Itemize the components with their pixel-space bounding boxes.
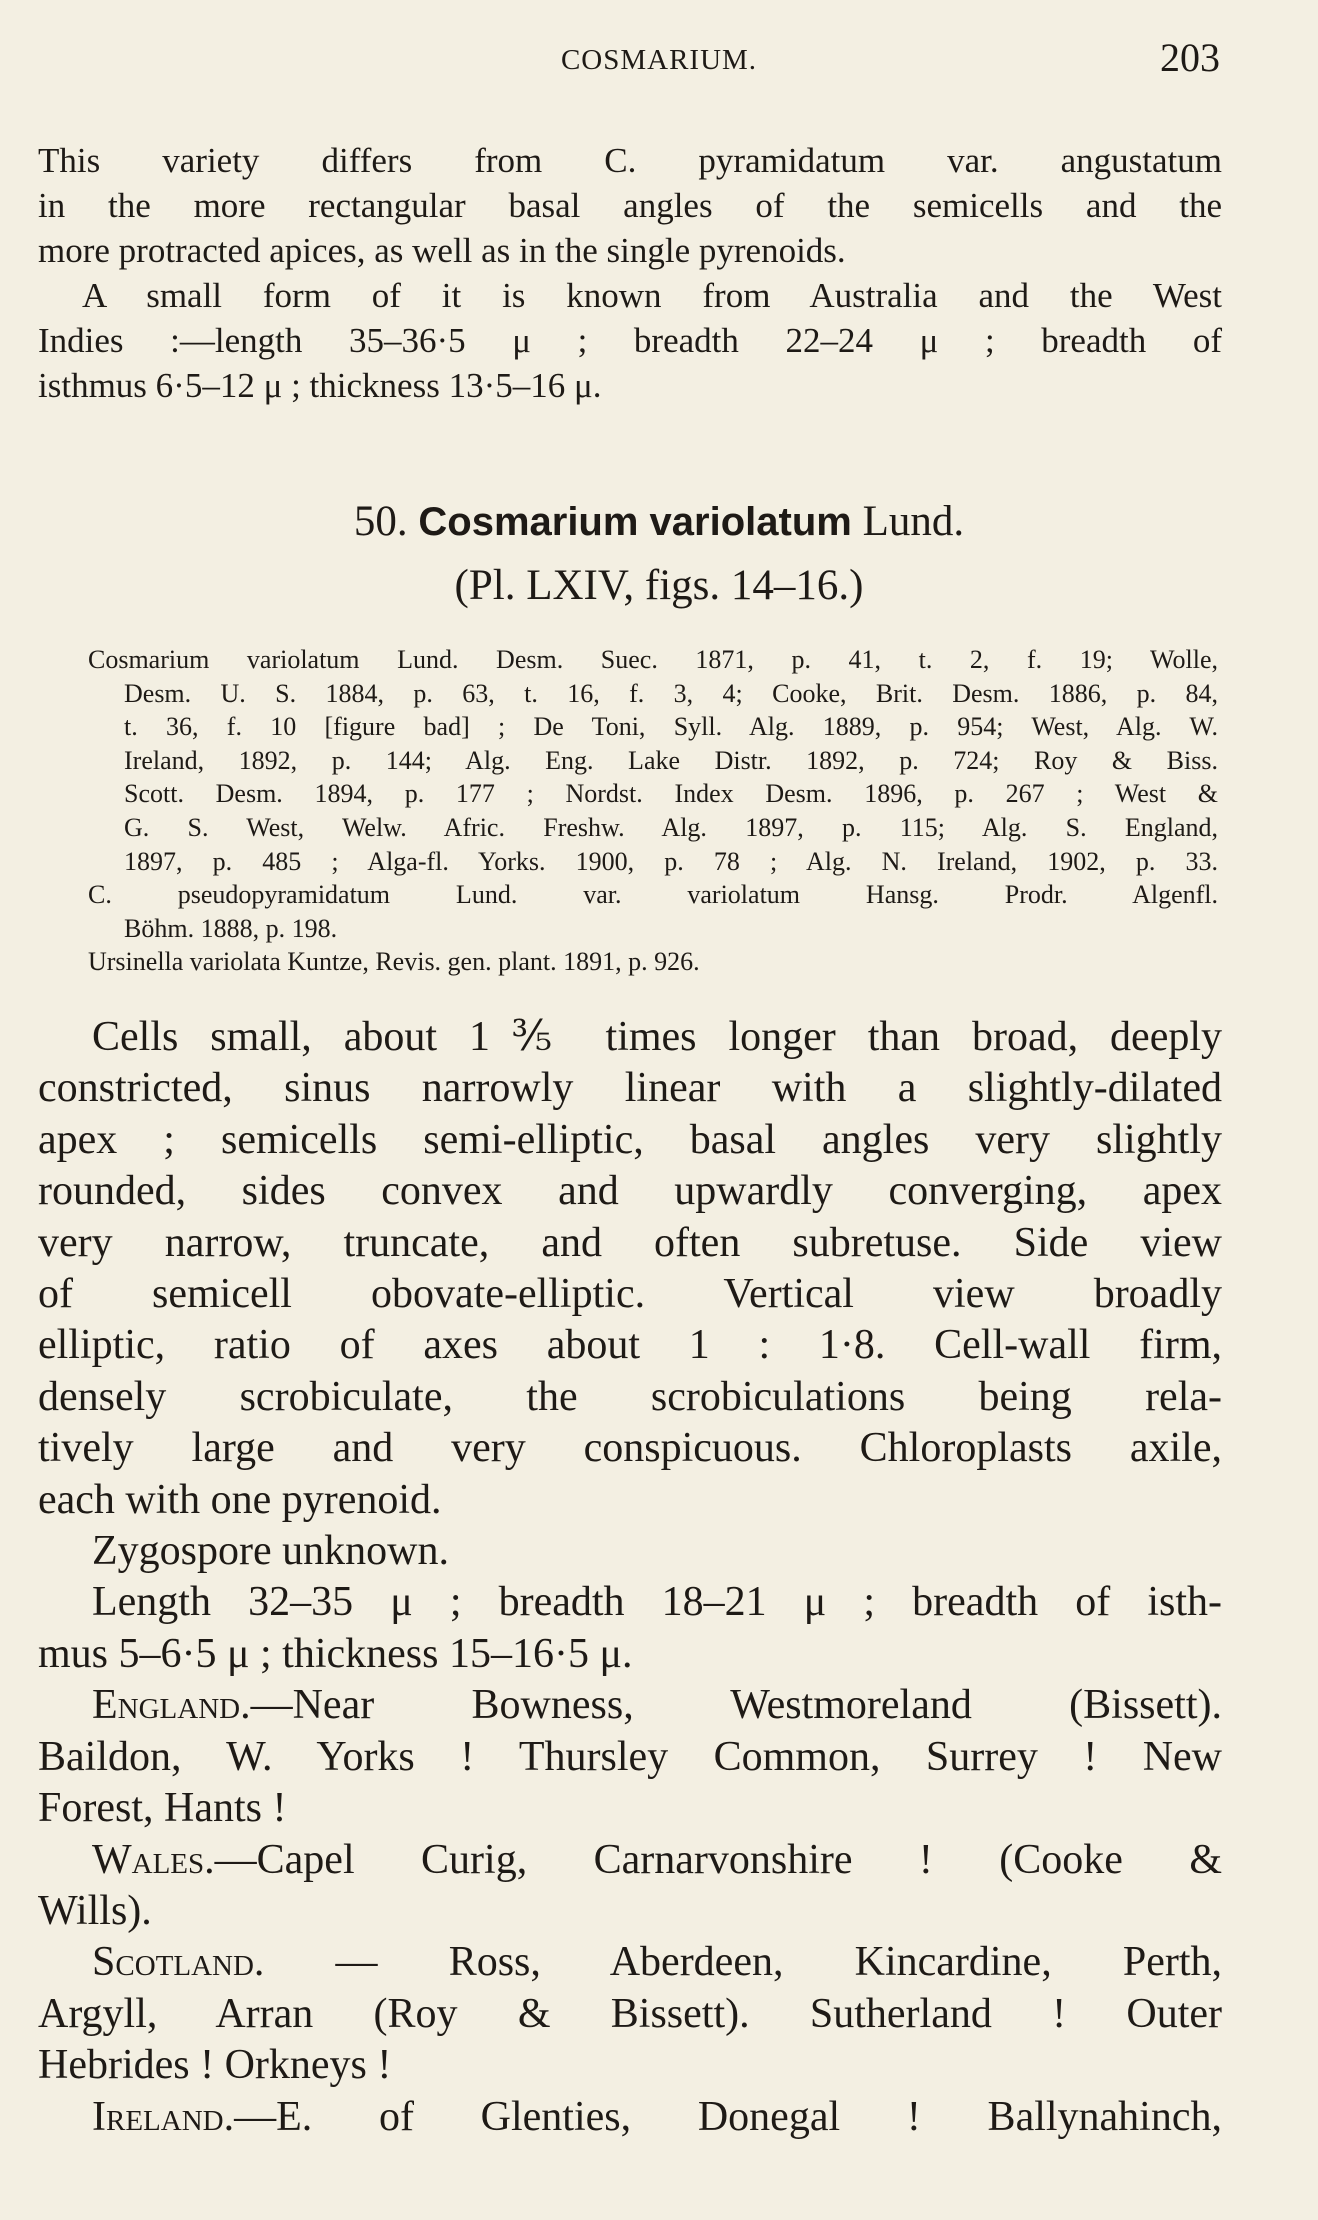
distribution-line: Hebrides ! Orkneys !: [38, 2042, 392, 2089]
synonymy-line: t. 36, f. 10 [figure bad] ; De Toni, Syll. Alg. 1889, p. 954; West, Alg. W.: [124, 712, 1218, 742]
region-label: Ireland.: [92, 2093, 235, 2140]
description-line: very narrow, truncate, and often subretuse. Side view: [38, 1219, 1222, 1266]
description-line: constricted, sinus narrowly linear with a slightly-dilated: [38, 1065, 1222, 1112]
plate-reference: (Pl. LXIV, figs. 14–16.): [454, 562, 864, 609]
intro-line: in the more rectangular basal angles of the semicells and the: [38, 186, 1222, 225]
distribution-ireland: [38, 2092, 1222, 2143]
description-line: apex ; semicells semi-elliptic, basal angles very slightly: [38, 1116, 1222, 1163]
region-label: Wales.: [92, 1836, 215, 1883]
page-number: 203: [1160, 35, 1220, 80]
zygospore-line: Zygospore unknown.: [92, 1528, 449, 1575]
description: [38, 1012, 1222, 2143]
species-heading: [0, 497, 1318, 546]
description-line: densely scrobiculate, the scrobiculations being rela-: [38, 1373, 1222, 1420]
description-line: of semicell obovate-elliptic. Vertical view broadly: [38, 1271, 1222, 1318]
distribution-wales: [38, 1835, 1222, 1886]
synonymy-line: Ireland, 1892, p. 144; Alg. Eng. Lake Distr. 1892, p. 724; Roy & Biss.: [124, 745, 1218, 775]
intro-line: isthmus 6·5–12 μ ; thickness 13·5–16 μ.: [38, 366, 602, 405]
description-line: tively large and very conspicuous. Chloroplasts axile,: [38, 1425, 1222, 1472]
distribution-text: —Near Bowness, Westmoreland (Bissett).: [250, 1682, 1222, 1729]
measurements-line: mus 5–6·5 μ ; thickness 15–16·5 μ.: [38, 1630, 633, 1677]
synonymy-line: Cosmarium variolatum Lund. Desm. Suec. 1871, p. 41, t. 2, f. 19; Wolle,: [88, 645, 1218, 674]
synonymy-line: 1897, p. 485 ; Alga-fl. Yorks. 1900, p. 78 ; Alg. N. Ireland, 1902, p. 33.: [124, 846, 1218, 876]
region-label: Scotland.: [92, 1939, 265, 1986]
distribution-england: [38, 1680, 1222, 1731]
synonymy-block: [88, 643, 1218, 979]
synonymy-line: Desm. U. S. 1884, p. 63, t. 16, f. 3, 4; Cooke, Brit. Desm. 1886, p. 84,: [124, 678, 1218, 708]
species-authority: Lund.: [862, 498, 965, 545]
intro-line: A small form of it is known from Australia and the West: [82, 276, 1222, 315]
synonymy-line: Ursinella variolata Kuntze, Revis. gen. plant. 1891, p. 926.: [88, 947, 700, 977]
distribution-text: —Capel Curig, Carnarvonshire ! (Cooke &: [214, 1836, 1222, 1883]
synonymy-line: Scott. Desm. 1894, p. 177 ; Nordst. Index Desm. 1896, p. 267 ; West &: [124, 779, 1218, 809]
synonymy-line: C. pseudopyramidatum Lund. var. variolatum Hansg. Prodr. Algenfl.: [88, 880, 1218, 910]
distribution-scotland: [38, 1937, 1222, 1988]
distribution-line: Argyll, Arran (Roy & Bissett). Sutherland ! Outer: [38, 1990, 1222, 2037]
description-line: Cells small, about 1⅗ times longer than broad, deeply: [92, 1014, 1222, 1060]
description-line: elliptic, ratio of axes about 1 : 1·8. Cell-wall firm,: [38, 1322, 1222, 1369]
distribution-text: —E. of Glenties, Donegal ! Ballynahinch,: [234, 2093, 1222, 2140]
intro-line: more protracted apices, as well as in the single pyrenoids.: [38, 231, 846, 270]
intro-paragraph: [38, 138, 1222, 408]
measurements-line: Length 32–35 μ ; breadth 18–21 μ ; breadth of isth-: [92, 1579, 1222, 1626]
region-label: England.: [92, 1682, 251, 1729]
species-number: 50.: [353, 498, 408, 545]
description-line: rounded, sides convex and upwardly converging, apex: [38, 1168, 1222, 1215]
intro-line: This variety differs from C. pyramidatum var. angustatum: [38, 141, 1222, 180]
distribution-line: Forest, Hants !: [38, 1785, 287, 1832]
intro-line: Indies :—length 35–36·5 μ ; breadth 22–24 μ ; breadth of: [38, 321, 1222, 360]
running-title: COSMARIUM.: [560, 44, 758, 76]
distribution-line: Baildon, W. Yorks ! Thursley Common, Surrey ! New: [38, 1733, 1222, 1780]
distribution-text: — Ross, Aberdeen, Kincardine, Perth,: [264, 1939, 1222, 1986]
synonymy-line: Böhm. 1888, p. 198.: [124, 913, 338, 943]
description-line: each with one pyrenoid.: [38, 1476, 442, 1523]
distribution-line: Wills).: [38, 1887, 152, 1934]
species-name: Cosmarium variolatum: [418, 500, 852, 544]
synonymy-line: G. S. West, Welw. Afric. Freshw. Alg. 1897, p. 115; Alg. S. England,: [124, 812, 1218, 842]
